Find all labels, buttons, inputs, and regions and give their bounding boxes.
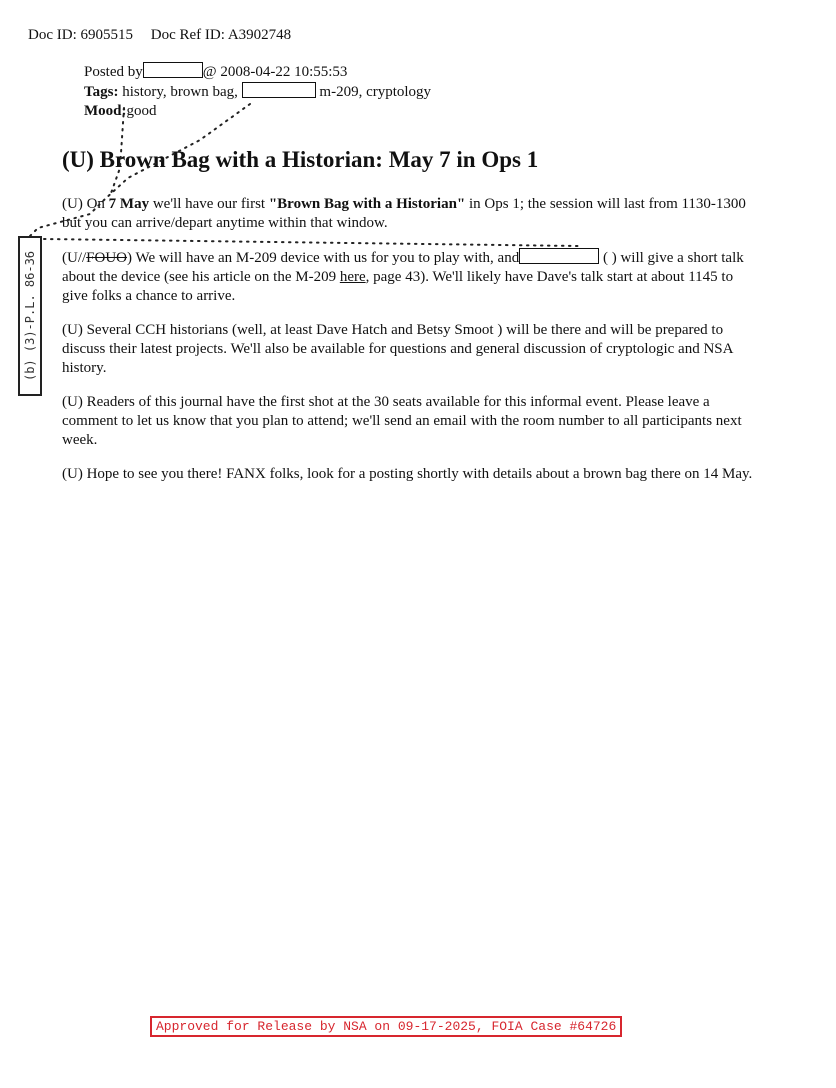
p2-text-d: , page 43). We'll likely have Dave's talk start at about 1145 to give folks a chance to arrive. — [62, 269, 734, 304]
paragraph-3: (U) Several CCH historians (well, at least Dave Hatch and Betsy Smoot ) will be there and will be prepared to discuss their latest projects. We'll also be available for questions and general discussion of cryptologic and NSA history. — [62, 322, 733, 376]
redaction-box — [519, 248, 599, 264]
tags-row — [84, 82, 431, 102]
posted-by-label: Posted by — [84, 64, 143, 80]
paragraph-1 — [62, 195, 762, 233]
tags-after: m-209, cryptology — [319, 84, 432, 100]
post-title: (U) Brown Bag with a Historian: May 7 in Ops 1 — [62, 147, 539, 172]
doc-id: Doc ID: 6905515 — [28, 27, 133, 43]
paragraph-2 — [62, 248, 762, 306]
tags-before: history, brown bag, — [122, 84, 238, 100]
posted-at: @ 2008-04-22 10:55:53 — [202, 64, 348, 80]
doc-ref-id: Doc Ref ID: A3902748 — [150, 27, 292, 43]
article-link[interactable]: here — [339, 269, 366, 285]
p1-date: 7 May — [108, 196, 150, 212]
p2-text-a: (U// — [62, 250, 87, 266]
p1-event-name: "Brown Bag with a Historian" — [268, 196, 466, 212]
mood-value: good — [126, 103, 157, 119]
redaction-box — [143, 62, 203, 78]
paragraph-5: (U) Hope to see you there! FANX folks, look for a posting shortly with details about a brown bag there on 14 May. — [62, 466, 753, 482]
p1-text-c: we'll have our first — [149, 196, 269, 212]
post-body — [62, 195, 762, 499]
post-metadata — [84, 62, 431, 121]
exemption-stamp — [18, 236, 42, 396]
redaction-box — [242, 82, 316, 98]
paragraph-4: (U) Readers of this journal have the first shot at the 30 seats available for this informal event. Please leave a comment to let us know that you plan to attend; we'll send an email with the room number to all participants next week. — [62, 394, 742, 448]
p1-text-e: in Ops 1; the session will last from 1130-1300 but you can arrive/depart anytime within that window. — [62, 196, 746, 231]
mood-label: Mood: — [84, 103, 127, 119]
p1-text-a: (U) On — [62, 196, 109, 212]
p2-text-b: ) We will have an M-209 device with us for you to play with, and — [127, 250, 520, 266]
tags-label: Tags: — [84, 84, 119, 100]
mood-row — [84, 102, 431, 121]
p2-struck-marking: FOUO — [86, 250, 128, 266]
posted-by-row — [84, 62, 431, 82]
document-id-header — [28, 27, 305, 44]
p2-text-c: ( ) will give a short talk about the device (see his article on the M-209 — [62, 250, 744, 285]
exemption-stamp-text: (b) (3)-P.L. 86-36 — [23, 250, 37, 382]
release-stamp: Approved for Release by NSA on 09-17-2025, FOIA Case #64726 — [150, 1016, 622, 1037]
